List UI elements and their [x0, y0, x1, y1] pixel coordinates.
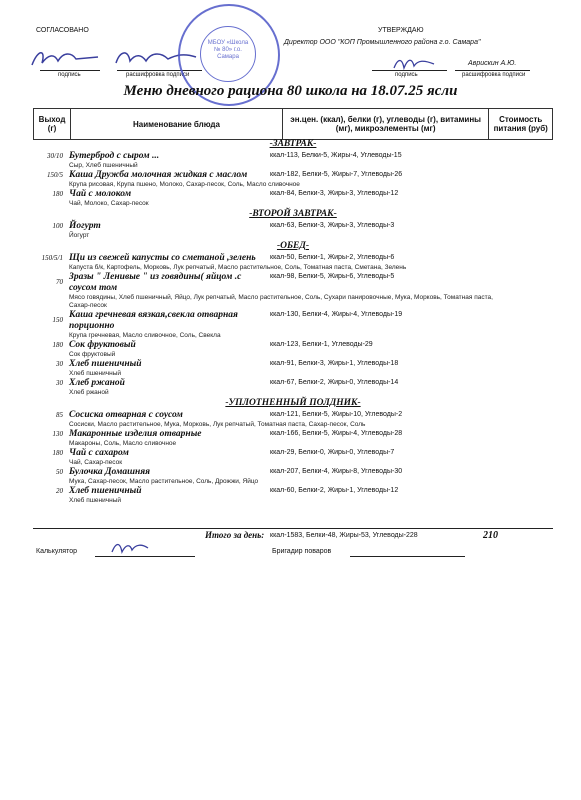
- item-output: 130: [52, 430, 63, 438]
- item-output: 20: [56, 487, 63, 495]
- agreed-caption: СОГЛАСОВАНО: [36, 27, 89, 34]
- list-item: [33, 221, 553, 240]
- calculator-label: Калькулятор: [36, 548, 77, 555]
- director-line: Директор ООО "КОП Промышленного района г.о. Самара": [284, 39, 481, 46]
- left-sig1-label: подпись: [58, 72, 81, 78]
- list-item: [33, 359, 553, 378]
- item-ingredients: Сосиски, Масло растительное, Мука, Морковь, Лук репчатый, Томатная паста, Сахар-песок, Соль: [69, 421, 366, 428]
- menu-table-header: [33, 108, 553, 140]
- item-ingredients: Чай, Молоко, Сахар-песок: [69, 200, 149, 207]
- item-nutrition: ккал-123, Белки-1, Углеводы-29: [270, 341, 373, 348]
- page-title: Меню дневного рациона 80 школа на 18.07.25 ясли: [123, 83, 458, 99]
- item-nutrition: ккал-121, Белки-5, Жиры-10, Углеводы-2: [270, 411, 403, 418]
- item-ingredients: Хлеб пшеничный: [69, 497, 122, 504]
- totals-nutrition: ккал-1583, Белки-48, Жиры-53, Углеводы-228: [270, 532, 418, 539]
- list-item: [33, 467, 553, 486]
- item-ingredients: Крупа гречневая, Масло сливочное, Соль, Свекла: [69, 332, 221, 339]
- item-nutrition: ккал-50, Белки-1, Жиры-2, Углеводы-6: [270, 254, 395, 261]
- calculator-signature-icon: [108, 538, 152, 558]
- section-heading: -ОБЕД-: [276, 241, 310, 251]
- col-price: Стоимость питания (руб): [489, 109, 553, 140]
- item-nutrition: ккал-60, Белки-2, Жиры-1, Углеводы-12: [270, 487, 399, 494]
- item-ingredients: Йогурт: [69, 232, 90, 239]
- item-nutrition: ккал-207, Белки-4, Жиры-8, Углеводы-30: [270, 468, 403, 475]
- item-dish: Хлеб пшеничный: [69, 359, 142, 369]
- item-nutrition: ккал-130, Белки-4, Жиры-4, Углеводы-19: [270, 311, 403, 318]
- item-output: 70: [56, 278, 63, 286]
- item-output: 50: [56, 468, 63, 476]
- item-output: 100: [52, 222, 63, 230]
- menu-rows: [33, 138, 553, 505]
- col-dish-name: Наименование блюда: [71, 109, 283, 140]
- list-item: [33, 189, 553, 208]
- totals-price: 210: [483, 530, 498, 541]
- item-ingredients: Сыр, Хлеб пшеничный: [69, 162, 138, 169]
- section-heading: -ВТОРОЙ ЗАВТРАК-: [249, 209, 337, 219]
- item-nutrition: ккал-182, Белки-5, Жиры-7, Углеводы-26: [270, 171, 403, 178]
- item-output: 30: [56, 360, 63, 368]
- item-output: 180: [52, 341, 63, 349]
- item-dish: Сосиска отварная с соусом: [69, 410, 183, 420]
- item-ingredients: Мясо говядины, Хлеб пшеничный, Яйцо, Лук репчатый, Масло растительное, Соль, Сухари панировочные, Мука, Морковь, Томатная паста, Сахар-песок: [69, 294, 493, 309]
- item-dish: Сок фруктовый: [69, 340, 136, 350]
- item-ingredients: Хлеб ржаной: [69, 389, 109, 396]
- list-item: [33, 486, 553, 505]
- approved-caption: УТВЕРЖДАЮ: [378, 27, 424, 34]
- list-item: [33, 448, 553, 467]
- item-dish: Хлеб пшеничный: [69, 486, 142, 496]
- item-output: 30/10: [47, 152, 63, 160]
- item-ingredients: Макароны, Соль, Масло сливочное: [69, 440, 177, 447]
- left-signature-1-icon: [28, 45, 108, 73]
- item-nutrition: ккал-67, Белки-2, Жиры-0, Углеводы-14: [270, 379, 399, 386]
- item-dish: Щи из свежей капусты со сметаной ,зелень: [69, 253, 256, 263]
- item-nutrition: ккал-91, Белки-3, Жиры-1, Углеводы-18: [270, 360, 399, 367]
- stamp-text: МБОУ «Школа № 80» г.о. Самара: [207, 40, 249, 60]
- right-sig1-label: подпись: [395, 72, 418, 78]
- item-ingredients: Хлеб пшеничный: [69, 370, 122, 377]
- item-ingredients: Чай, Сахар-песок: [69, 459, 123, 466]
- item-dish: Макаронные изделия отварные: [69, 429, 202, 439]
- brigadier-label: Бригадир поваров: [272, 548, 332, 555]
- list-item: [33, 170, 553, 189]
- item-dish: Бутерброд с сыром ...: [69, 151, 160, 161]
- list-item: [33, 410, 553, 429]
- item-output: 150/5/1: [41, 254, 63, 262]
- item-nutrition: ккал-84, Белки-3, Жиры-3, Углеводы-12: [270, 190, 399, 197]
- item-dish: Йогурт: [69, 221, 101, 231]
- col-nutrition: эн.цен. (ккал), белки (г), углеводы (г), витамины (мг), микроэлементы (мг): [282, 109, 489, 140]
- section-heading: -УПЛОТНЕННЫЙ ПОЛДНИК-: [225, 398, 361, 408]
- item-ingredients: Капуста б/к, Картофель, Морковь, Лук репчатый, Масло растительное, Соль, Томатная паста, Сметана, Зелень: [69, 264, 407, 271]
- section-heading: -ЗАВТРАК-: [269, 139, 317, 149]
- item-dish: Каша гречневая вязкая,свекла отварная порционно: [69, 310, 238, 331]
- list-item: [33, 310, 553, 340]
- item-output: 30: [56, 379, 63, 387]
- item-nutrition: ккал-113, Белки-5, Жиры-4, Углеводы-15: [270, 152, 402, 159]
- item-nutrition: ккал-63, Белки-3, Жиры-3, Углеводы-3: [270, 222, 395, 229]
- item-nutrition: ккал-29, Белки-0, Жиры-0, Углеводы-7: [270, 449, 395, 456]
- left-sig2-label: расшифровка подписи: [126, 72, 190, 78]
- item-dish: Хлеб ржаной: [69, 378, 125, 388]
- item-dish: Каша Дружба молочная жидкая с маслом: [69, 170, 248, 180]
- item-output: 85: [56, 411, 63, 419]
- item-dish: Чай с молоком: [69, 189, 132, 199]
- totals-label: Итого за день:: [205, 530, 265, 540]
- item-dish: Булочка Домашняя: [69, 467, 151, 477]
- list-item: [33, 253, 553, 272]
- item-dish: Зразы " Ленивые " из говядины( яйцом .с соусом том: [69, 272, 242, 293]
- item-output: 150/5: [47, 171, 63, 179]
- list-item: [33, 151, 553, 170]
- item-ingredients: Крупа рисовая, Крупа пшено, Молоко, Сахар-песок, Соль, Масло сливочное: [69, 181, 300, 188]
- item-nutrition: ккал-98, Белки-5, Жиры-6, Углеводы-5: [270, 273, 395, 280]
- right-sig2-label: расшифровка подписи: [462, 72, 526, 78]
- item-output: 180: [52, 190, 63, 198]
- right-name: Аврискин А.Ю.: [468, 60, 517, 67]
- item-dish: Чай с сахаром: [69, 448, 129, 458]
- item-output: 180: [52, 449, 63, 457]
- item-output: 150: [52, 316, 63, 324]
- item-nutrition: ккал-166, Белки-5, Жиры-4, Углеводы-28: [270, 430, 403, 437]
- col-output: Выход (г): [34, 109, 71, 140]
- item-ingredients: Сок фруктовый: [69, 351, 116, 358]
- list-item: [33, 340, 553, 359]
- list-item: [33, 272, 553, 310]
- list-item: [33, 378, 553, 397]
- list-item: [33, 429, 553, 448]
- item-ingredients: Мука, Сахар-песок, Масло растительное, Соль, Дрожжи, Яйцо: [69, 478, 259, 485]
